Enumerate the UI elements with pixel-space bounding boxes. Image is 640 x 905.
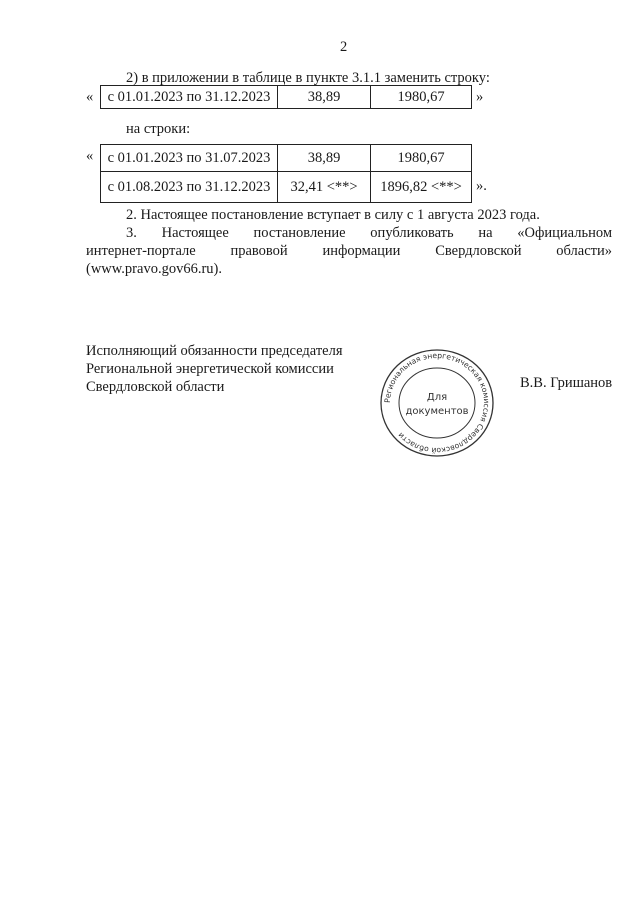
stamp-outer-ring xyxy=(381,350,493,456)
stamp-ring-textpath: Региональная энергетическая комиссия Свердловской области xyxy=(382,350,492,456)
new-rows-intro: на строки: xyxy=(126,121,191,137)
signatory-name: В.В. Гришанов xyxy=(520,375,613,391)
stamp-inner-ring xyxy=(399,368,475,438)
value2-cell: 1980,67 xyxy=(371,145,472,172)
signature-title-line1: Исполняющий обязанности председателя xyxy=(86,343,343,359)
quote-open-old: « xyxy=(86,89,94,105)
value2-cell: 1980,67 xyxy=(371,86,472,109)
table-row xyxy=(101,172,472,203)
page-number: 2 xyxy=(340,39,348,55)
paragraph-3-line1: 3. Настоящее постановление опубликовать на «Официальном xyxy=(126,225,612,241)
value1-cell: 32,41 <**> xyxy=(278,172,371,203)
official-stamp xyxy=(378,348,496,458)
new-rows-table xyxy=(100,144,472,203)
paragraph-3-line3: (www.pravo.gov66.ru). xyxy=(86,261,222,277)
table-row xyxy=(101,86,472,109)
paragraph-3-line2: интернет-портале правовой информации Свердловской области» xyxy=(86,243,612,259)
value2-cell: 1896,82 <**> xyxy=(371,172,472,203)
stamp-center-line2: документов xyxy=(405,406,469,417)
quote-close-old: » xyxy=(476,89,484,105)
signature-title-line3: Свердловской области xyxy=(86,379,225,395)
old-row-table xyxy=(100,85,472,109)
value1-cell: 38,89 xyxy=(278,86,371,109)
paragraph-2: 2. Настоящее постановление вступает в силу с 1 августа 2023 года. xyxy=(126,207,540,223)
value1-cell: 38,89 xyxy=(278,145,371,172)
stamp-center-line1: Для xyxy=(426,392,448,403)
table-row xyxy=(101,145,472,172)
quote-close-final: ». xyxy=(476,178,487,194)
item-2-text: 2) в приложении в таблице в пункте 3.1.1 заменить строку: xyxy=(126,70,490,86)
period-cell: с 01.08.2023 по 31.12.2023 xyxy=(101,172,278,203)
quote-open-new: « xyxy=(86,148,94,164)
signature-title-line2: Региональной энергетической комиссии xyxy=(86,361,334,377)
period-cell: с 01.01.2023 по 31.12.2023 xyxy=(101,86,278,109)
period-cell: с 01.01.2023 по 31.07.2023 xyxy=(101,145,278,172)
